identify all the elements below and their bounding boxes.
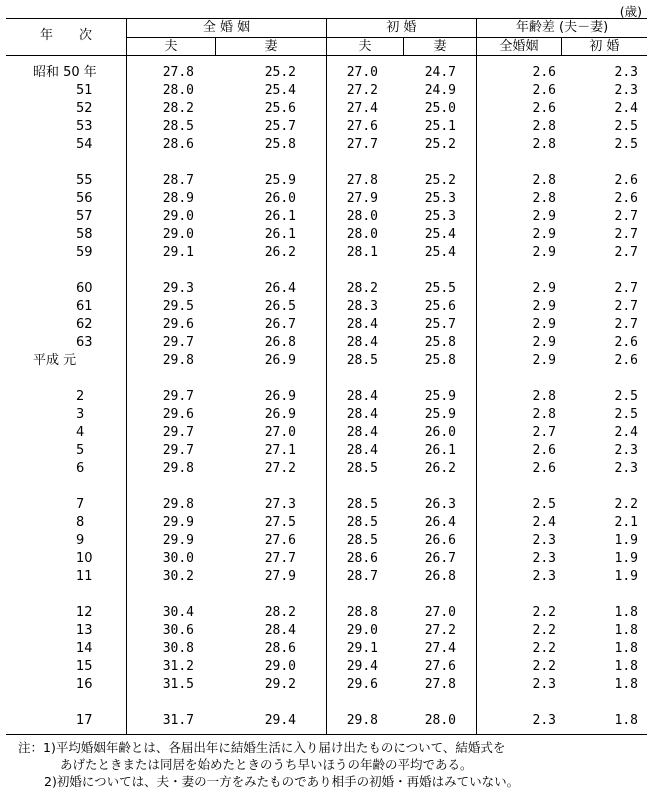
value-cell: 2.8 xyxy=(532,407,556,422)
value-cell: 2.7 xyxy=(614,299,638,314)
value-cell: 26.2 xyxy=(264,245,296,260)
value-cell: 30.6 xyxy=(162,623,194,638)
value-cell: 2.3 xyxy=(532,677,556,692)
value-cell: 29.6 xyxy=(162,317,194,332)
value-cell: 1.8 xyxy=(614,605,638,620)
value-cell: 28.7 xyxy=(346,569,378,584)
value-cell: 29.2 xyxy=(264,677,296,692)
table-row xyxy=(6,64,647,82)
value-cell: 1.8 xyxy=(614,659,638,674)
value-cell: 2.5 xyxy=(614,119,638,134)
value-cell: 27.2 xyxy=(346,83,378,98)
year-cell: 平成 元 xyxy=(33,353,77,368)
value-cell: 2.6 xyxy=(532,65,556,80)
value-cell: 2.9 xyxy=(532,209,556,224)
value-cell: 28.4 xyxy=(346,407,378,422)
value-cell: 2.3 xyxy=(532,551,556,566)
value-cell: 25.6 xyxy=(264,101,296,116)
table-row xyxy=(6,136,647,154)
value-cell: 26.5 xyxy=(264,299,296,314)
year-cell: 51 xyxy=(76,83,93,98)
table-row xyxy=(6,658,647,676)
value-cell: 26.8 xyxy=(424,569,456,584)
value-cell: 27.6 xyxy=(264,533,296,548)
value-cell: 25.8 xyxy=(424,335,456,350)
value-cell: 2.5 xyxy=(614,389,638,404)
value-cell: 2.9 xyxy=(532,317,556,332)
value-cell: 28.5 xyxy=(346,461,378,476)
value-cell: 27.3 xyxy=(264,497,296,512)
table-row xyxy=(6,208,647,226)
value-cell: 2.8 xyxy=(532,137,556,152)
value-cell: 27.4 xyxy=(346,101,378,116)
value-cell: 28.0 xyxy=(162,83,194,98)
year-cell: 7 xyxy=(76,497,85,512)
value-cell: 28.2 xyxy=(264,605,296,620)
table-row xyxy=(6,172,647,190)
value-cell: 25.4 xyxy=(424,245,456,260)
value-cell: 1.9 xyxy=(614,533,638,548)
value-cell: 30.2 xyxy=(162,569,194,584)
value-cell: 27.8 xyxy=(162,65,194,80)
table-row xyxy=(6,424,647,442)
value-cell: 24.7 xyxy=(424,65,456,80)
value-cell: 2.6 xyxy=(614,353,638,368)
value-cell: 27.5 xyxy=(264,515,296,530)
value-cell: 28.6 xyxy=(346,551,378,566)
value-cell: 28.5 xyxy=(346,515,378,530)
value-cell: 2.2 xyxy=(532,605,556,620)
value-cell: 2.3 xyxy=(532,713,556,728)
value-cell: 26.0 xyxy=(424,425,456,440)
value-cell: 26.6 xyxy=(424,533,456,548)
value-cell: 2.6 xyxy=(614,191,638,206)
year-cell: 60 xyxy=(76,281,93,296)
value-cell: 2.3 xyxy=(614,443,638,458)
value-cell: 26.1 xyxy=(264,209,296,224)
value-cell: 28.3 xyxy=(346,299,378,314)
table-row xyxy=(6,442,647,460)
note-1-cont: あげたときまたは同居を始めたときのうち早いほうの年齢の平均である。 xyxy=(60,757,473,772)
note-2: 2)初婚については、夫・妻の一方をみたものであり相手の初婚・再婚はみていない。 xyxy=(44,774,520,789)
value-cell: 29.8 xyxy=(162,461,194,476)
value-cell: 2.6 xyxy=(532,101,556,116)
value-cell: 2.7 xyxy=(614,245,638,260)
value-cell: 31.7 xyxy=(162,713,194,728)
year-cell: 10 xyxy=(76,551,93,566)
value-cell: 2.7 xyxy=(614,209,638,224)
value-cell: 2.8 xyxy=(532,119,556,134)
value-cell: 2.9 xyxy=(532,299,556,314)
value-cell: 28.2 xyxy=(346,281,378,296)
value-cell: 26.3 xyxy=(424,497,456,512)
table-row xyxy=(6,298,647,316)
year-cell: 3 xyxy=(76,407,85,422)
value-cell: 27.9 xyxy=(264,569,296,584)
value-cell: 26.9 xyxy=(264,407,296,422)
value-cell: 2.5 xyxy=(614,407,638,422)
value-cell: 29.9 xyxy=(162,533,194,548)
value-cell: 25.8 xyxy=(424,353,456,368)
value-cell: 27.7 xyxy=(346,137,378,152)
value-cell: 2.8 xyxy=(532,389,556,404)
value-cell: 2.5 xyxy=(614,137,638,152)
value-cell: 2.8 xyxy=(532,191,556,206)
value-cell: 28.0 xyxy=(346,227,378,242)
value-cell: 2.2 xyxy=(614,497,638,512)
value-cell: 25.8 xyxy=(264,137,296,152)
value-cell: 28.5 xyxy=(346,533,378,548)
value-cell: 25.9 xyxy=(424,389,456,404)
year-cell: 59 xyxy=(76,245,93,260)
table-row xyxy=(6,334,647,352)
value-cell: 29.1 xyxy=(346,641,378,656)
value-cell: 28.7 xyxy=(162,173,194,188)
table-row xyxy=(6,568,647,586)
table-row xyxy=(6,460,647,478)
subheader-husband-first: 夫 xyxy=(358,39,372,54)
value-cell: 2.7 xyxy=(614,317,638,332)
value-cell: 28.2 xyxy=(162,101,194,116)
table-row xyxy=(6,604,647,622)
value-cell: 28.8 xyxy=(346,605,378,620)
value-cell: 29.7 xyxy=(162,425,194,440)
value-cell: 2.8 xyxy=(532,173,556,188)
value-cell: 29.4 xyxy=(346,659,378,674)
value-cell: 26.7 xyxy=(264,317,296,332)
year-cell: 4 xyxy=(76,425,85,440)
year-cell: 2 xyxy=(76,389,85,404)
value-cell: 28.4 xyxy=(264,623,296,638)
year-cell: 63 xyxy=(76,335,93,350)
value-cell: 27.8 xyxy=(424,677,456,692)
year-cell: 62 xyxy=(76,317,93,332)
value-cell: 28.9 xyxy=(162,191,194,206)
value-cell: 27.2 xyxy=(424,623,456,638)
value-cell: 25.3 xyxy=(424,209,456,224)
value-cell: 26.7 xyxy=(424,551,456,566)
value-cell: 25.1 xyxy=(424,119,456,134)
value-cell: 26.4 xyxy=(424,515,456,530)
table-row xyxy=(6,712,647,730)
table-row xyxy=(6,118,647,136)
unit-label: (歳) xyxy=(619,4,642,19)
table-row xyxy=(6,514,647,532)
value-cell: 29.0 xyxy=(162,227,194,242)
table-row xyxy=(6,244,647,262)
year-cell: 56 xyxy=(76,191,93,206)
value-cell: 29.7 xyxy=(162,389,194,404)
value-cell: 25.7 xyxy=(424,317,456,332)
year-cell: 54 xyxy=(76,137,93,152)
value-cell: 28.4 xyxy=(346,425,378,440)
value-cell: 26.9 xyxy=(264,353,296,368)
value-cell: 30.4 xyxy=(162,605,194,620)
value-cell: 28.5 xyxy=(346,353,378,368)
value-cell: 29.8 xyxy=(162,497,194,512)
value-cell: 25.2 xyxy=(264,65,296,80)
value-cell: 2.9 xyxy=(532,281,556,296)
value-cell: 30.8 xyxy=(162,641,194,656)
value-cell: 2.6 xyxy=(614,335,638,350)
year-cell: 52 xyxy=(76,101,93,116)
table-row xyxy=(6,82,647,100)
value-cell: 2.1 xyxy=(614,515,638,530)
value-cell: 2.4 xyxy=(614,101,638,116)
value-cell: 28.6 xyxy=(162,137,194,152)
value-cell: 27.0 xyxy=(424,605,456,620)
year-cell: 昭和 50 年 xyxy=(33,65,97,80)
year-cell: 58 xyxy=(76,227,93,242)
value-cell: 25.4 xyxy=(264,83,296,98)
value-cell: 29.1 xyxy=(162,245,194,260)
value-cell: 1.8 xyxy=(614,623,638,638)
subheader-gap-all: 全婚姻 xyxy=(499,39,539,54)
value-cell: 26.9 xyxy=(264,389,296,404)
value-cell: 29.0 xyxy=(264,659,296,674)
value-cell: 2.9 xyxy=(532,245,556,260)
value-cell: 26.4 xyxy=(264,281,296,296)
value-cell: 2.7 xyxy=(614,227,638,242)
year-cell: 57 xyxy=(76,209,93,224)
value-cell: 29.6 xyxy=(162,407,194,422)
value-cell: 28.0 xyxy=(346,209,378,224)
year-cell: 61 xyxy=(76,299,93,314)
value-cell: 2.3 xyxy=(532,569,556,584)
value-cell: 2.2 xyxy=(532,641,556,656)
value-cell: 28.0 xyxy=(424,713,456,728)
table-row xyxy=(6,352,647,370)
value-cell: 29.0 xyxy=(346,623,378,638)
table-row xyxy=(6,226,647,244)
value-cell: 29.7 xyxy=(162,335,194,350)
year-cell: 6 xyxy=(76,461,85,476)
value-cell: 2.9 xyxy=(532,353,556,368)
value-cell: 31.5 xyxy=(162,677,194,692)
value-cell: 1.8 xyxy=(614,713,638,728)
table-row xyxy=(6,496,647,514)
value-cell: 24.9 xyxy=(424,83,456,98)
year-cell: 17 xyxy=(76,713,93,728)
table-row xyxy=(6,190,647,208)
value-cell: 28.1 xyxy=(346,245,378,260)
value-cell: 31.2 xyxy=(162,659,194,674)
subheader-wife-all: 妻 xyxy=(264,39,278,54)
value-cell: 2.7 xyxy=(614,281,638,296)
value-cell: 2.4 xyxy=(532,515,556,530)
year-cell: 13 xyxy=(76,623,93,638)
value-cell: 2.7 xyxy=(532,425,556,440)
value-cell: 25.9 xyxy=(424,407,456,422)
note-1: 注：1)平均婚姻年齢とは、各届出年に結婚生活に入り届け出たものについて、結婚式を xyxy=(18,740,506,755)
year-cell: 11 xyxy=(76,569,93,584)
value-cell: 29.5 xyxy=(162,299,194,314)
value-cell: 25.4 xyxy=(424,227,456,242)
value-cell: 2.9 xyxy=(532,227,556,242)
value-cell: 29.4 xyxy=(264,713,296,728)
table-row xyxy=(6,388,647,406)
value-cell: 27.6 xyxy=(424,659,456,674)
value-cell: 2.3 xyxy=(614,83,638,98)
value-cell: 26.2 xyxy=(424,461,456,476)
value-cell: 2.6 xyxy=(532,443,556,458)
year-column-header: 年 次 xyxy=(39,28,92,43)
value-cell: 26.0 xyxy=(264,191,296,206)
value-cell: 25.7 xyxy=(264,119,296,134)
value-cell: 27.7 xyxy=(264,551,296,566)
value-cell: 27.9 xyxy=(346,191,378,206)
age-gap-header: 年齢差 (夫－妻) xyxy=(515,20,609,35)
value-cell: 29.7 xyxy=(162,443,194,458)
value-cell: 25.5 xyxy=(424,281,456,296)
value-cell: 2.3 xyxy=(614,65,638,80)
value-cell: 26.8 xyxy=(264,335,296,350)
year-cell: 5 xyxy=(76,443,85,458)
value-cell: 1.8 xyxy=(614,641,638,656)
value-cell: 2.2 xyxy=(532,659,556,674)
value-cell: 26.1 xyxy=(424,443,456,458)
table-row xyxy=(6,316,647,334)
subheader-husband-all: 夫 xyxy=(164,39,178,54)
table-row xyxy=(6,622,647,640)
value-cell: 25.2 xyxy=(424,137,456,152)
value-cell: 2.3 xyxy=(532,533,556,548)
marriage-age-table xyxy=(6,18,647,735)
value-cell: 27.1 xyxy=(264,443,296,458)
value-cell: 28.5 xyxy=(346,497,378,512)
value-cell: 25.9 xyxy=(264,173,296,188)
value-cell: 28.4 xyxy=(346,443,378,458)
value-cell: 2.6 xyxy=(614,173,638,188)
year-cell: 16 xyxy=(76,677,93,692)
year-cell: 53 xyxy=(76,119,93,134)
table-row xyxy=(6,676,647,694)
value-cell: 2.6 xyxy=(532,83,556,98)
table-row xyxy=(6,640,647,658)
value-cell: 2.6 xyxy=(532,461,556,476)
value-cell: 27.0 xyxy=(264,425,296,440)
value-cell: 28.5 xyxy=(162,119,194,134)
subheader-gap-first: 初 婚 xyxy=(589,39,620,54)
value-cell: 28.4 xyxy=(346,317,378,332)
value-cell: 27.8 xyxy=(346,173,378,188)
value-cell: 1.8 xyxy=(614,677,638,692)
value-cell: 29.3 xyxy=(162,281,194,296)
value-cell: 25.6 xyxy=(424,299,456,314)
first-marriage-header: 初 婚 xyxy=(386,20,417,35)
table-row xyxy=(6,550,647,568)
year-cell: 15 xyxy=(76,659,93,674)
value-cell: 27.4 xyxy=(424,641,456,656)
value-cell: 2.2 xyxy=(532,623,556,638)
value-cell: 28.4 xyxy=(346,335,378,350)
year-cell: 55 xyxy=(76,173,93,188)
value-cell: 29.6 xyxy=(346,677,378,692)
value-cell: 29.0 xyxy=(162,209,194,224)
value-cell: 26.1 xyxy=(264,227,296,242)
value-cell: 2.9 xyxy=(532,335,556,350)
value-cell: 28.4 xyxy=(346,389,378,404)
value-cell: 27.6 xyxy=(346,119,378,134)
value-cell: 25.3 xyxy=(424,191,456,206)
value-cell: 29.9 xyxy=(162,515,194,530)
year-cell: 12 xyxy=(76,605,93,620)
value-cell: 2.3 xyxy=(614,461,638,476)
value-cell: 27.2 xyxy=(264,461,296,476)
value-cell: 29.8 xyxy=(162,353,194,368)
value-cell: 25.0 xyxy=(424,101,456,116)
table-row xyxy=(6,532,647,550)
value-cell: 1.9 xyxy=(614,551,638,566)
table-row xyxy=(6,280,647,298)
value-cell: 1.9 xyxy=(614,569,638,584)
year-cell: 9 xyxy=(76,533,85,548)
year-cell: 8 xyxy=(76,515,85,530)
value-cell: 25.2 xyxy=(424,173,456,188)
value-cell: 28.6 xyxy=(264,641,296,656)
value-cell: 30.0 xyxy=(162,551,194,566)
value-cell: 2.5 xyxy=(532,497,556,512)
year-cell: 14 xyxy=(76,641,93,656)
value-cell: 29.8 xyxy=(346,713,378,728)
value-cell: 2.4 xyxy=(614,425,638,440)
all-marriages-header: 全 婚 姻 xyxy=(202,20,251,35)
table-row xyxy=(6,100,647,118)
table-row xyxy=(6,406,647,424)
subheader-wife-first: 妻 xyxy=(433,39,447,54)
value-cell: 27.0 xyxy=(346,65,378,80)
